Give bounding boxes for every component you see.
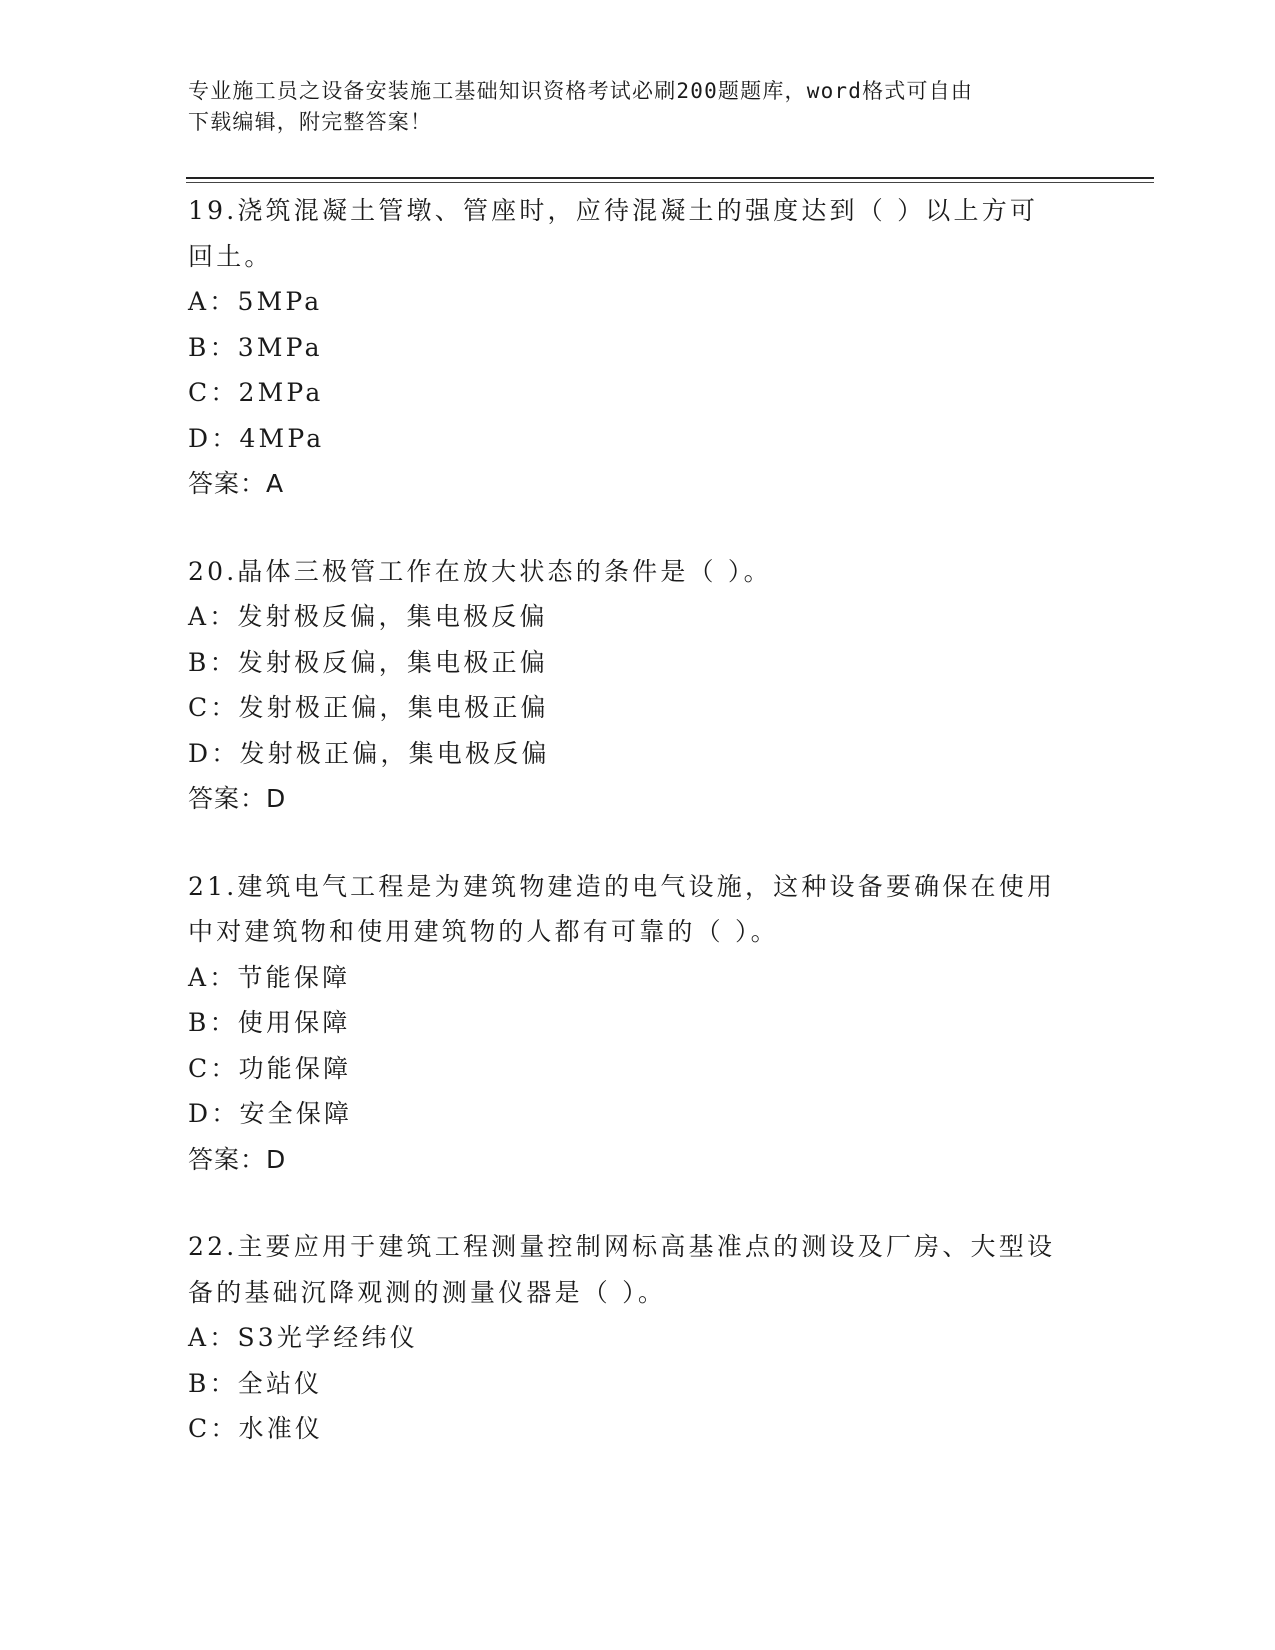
question-text: 19.浇筑混凝土管墩、管座时，应待混凝土的强度达到（ ）以上方可 (188, 196, 1039, 225)
option-d (188, 731, 1088, 777)
question-list (188, 188, 1088, 1494)
option-key: C： (188, 1414, 239, 1443)
option-key: B： (188, 1368, 238, 1398)
option-key: A： (188, 1323, 238, 1352)
question-item (188, 549, 1088, 822)
option-d (188, 416, 1088, 462)
option-b (188, 1000, 1088, 1046)
option-b (188, 1361, 1088, 1407)
question-text: 21.建筑电气工程是为建筑物建造的电气设施，这种设备要确保在使用 (188, 871, 1056, 901)
option-c (188, 1046, 1088, 1092)
option-c (188, 370, 1088, 416)
option-value: 水准仪 (238, 1414, 324, 1443)
header-divider-thick (186, 177, 1154, 179)
option-value: 发射极正偏，集电极反偏 (239, 738, 550, 768)
question-text-continued: 备的基础沉降观测的测量仪器是（ ）。 (188, 1277, 667, 1307)
option-key: B： (188, 332, 238, 362)
option-d (188, 1091, 1088, 1137)
question-text: 20.晶体三极管工作在放大状态的条件是（ ）。 (188, 556, 772, 586)
question-item (188, 188, 1088, 507)
option-value: 发射极正偏，集电极正偏 (238, 693, 549, 722)
option-key: C： (188, 1053, 239, 1083)
header-divider-thin (186, 182, 1154, 183)
option-a (188, 279, 1088, 325)
option-value: 发射极反偏，集电极正偏 (237, 647, 548, 677)
answer-line: 答案：A (188, 469, 285, 498)
question-item (188, 864, 1088, 1183)
option-c (188, 1406, 1088, 1452)
option-value: 全站仪 (237, 1368, 323, 1398)
question-text-continued: 中对建筑物和使用建筑物的人都有可靠的（ ）。 (188, 917, 779, 946)
option-key: D： (188, 738, 240, 768)
option-value: 发射极反偏，集电极反偏 (237, 602, 548, 631)
question-text: 22.主要应用于建筑工程测量控制网标高基准点的测设及厂房、大型设 (188, 1232, 1056, 1261)
option-key: A： (188, 962, 238, 992)
question-item (188, 1224, 1088, 1452)
option-key: D： (188, 1099, 240, 1128)
header-line-1: 专业施工员之设备安装施工基础知识资格考试必刷200题题库，word格式可自由 (188, 79, 974, 103)
option-key: B： (188, 647, 238, 677)
option-value: S3光学经纬仪 (237, 1323, 418, 1352)
answer-line: 答案：D (188, 784, 287, 813)
answer-line: 答案：D (188, 1144, 287, 1174)
option-key: C： (188, 693, 239, 722)
option-key: B： (188, 1008, 238, 1037)
option-value: 4MPa (239, 423, 325, 453)
option-key: A： (188, 287, 238, 316)
option-value: 3MPa (237, 332, 323, 362)
option-value: 功能保障 (238, 1053, 352, 1083)
option-value: 2MPa (238, 378, 324, 407)
option-a (188, 1315, 1088, 1361)
option-key: C： (188, 378, 239, 407)
option-a (188, 955, 1088, 1001)
option-b (188, 640, 1088, 686)
question-text-continued: 回土。 (188, 241, 273, 271)
option-key: A： (188, 602, 238, 631)
header-line-2: 下载编辑，附完整答案！ (188, 110, 433, 134)
option-value: 安全保障 (239, 1099, 353, 1128)
option-b (188, 325, 1088, 371)
document-header (188, 76, 1088, 138)
option-value: 使用保障 (237, 1008, 351, 1037)
option-c (188, 685, 1088, 731)
option-value: 5MPa (237, 287, 323, 316)
option-key: D： (188, 423, 240, 453)
option-a (188, 594, 1088, 640)
option-value: 节能保障 (237, 962, 351, 992)
